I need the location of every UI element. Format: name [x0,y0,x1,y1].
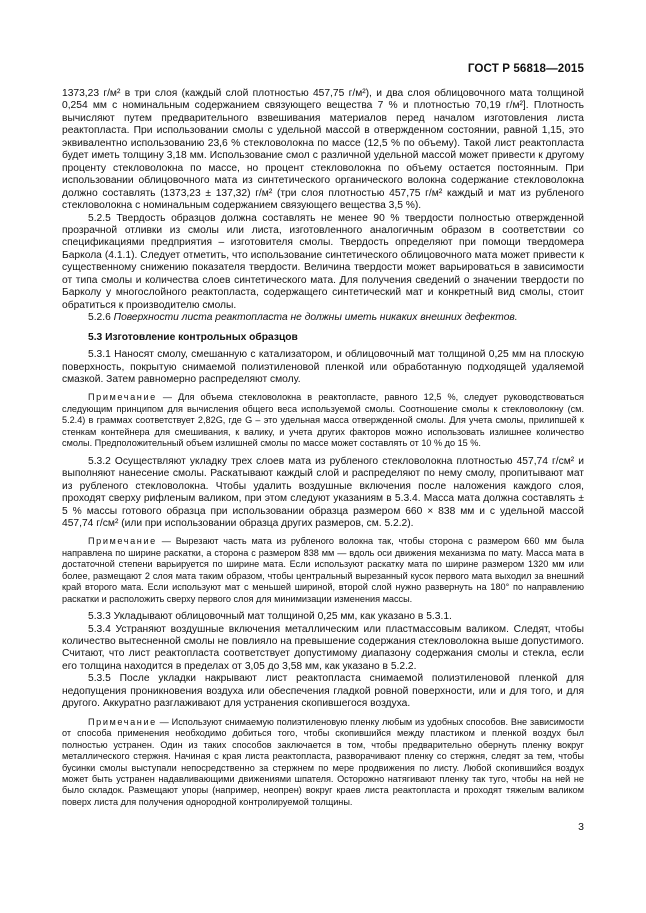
section-heading-5-3: 5.3 Изготовление контрольных образцов [88,331,298,343]
page-content [62,88,584,814]
note-3 [62,717,584,809]
clause-text-italic: Поверхности листа реактопласта не должны иметь никаких внешних дефектов. [113,312,518,324]
note-1 [62,392,584,449]
paragraph-continued: 1373,23 г/м² в три слоя (каждый слой плотностью 457,75 г/м²), и два слоя облицовочного мата толщиной 0,254 мм с номинальным содержанием связующего вещества 7 % и плотностью 70,19 г/м²]. Плотность вычисляют путем предварительного взвешивания материалов перед началом изготовления листа реактопласта. При использовании смолы с удельной массой в отвержденном состоянии, равной 1,15, это эквивалентно использованию 23,6 % стекловолокна по массе (12,5 % по объему). Такой лист реактопласта будет иметь толщину 3,18 мм. Использование смол с различной удельной массой может привести к другому проценту стекловолокна по массе, но процент стекловолокна по объему остается постоянным. При использовании облицовочного мата из синтетического органического волокна содержание стекловолокна должно составлять (1373,23 ± 137,32) г/м² (три слоя плотностью 457,75 г/м² каждый и мат из рубленого стекловолокна с номинальным содержанием связующего вещества 3,5 %). [62,88,584,212]
paragraph-5-2-6 [62,312,584,324]
paragraph-5-3-1: 5.3.1 Наносят смолу, смешанную с катализатором, и облицовочный мат толщиной 0,25 мм на плоскую поверхность, покрытую снимаемой полиэтиленовой пленкой или обработанную подходящей удаляемой смазкой. Затем равномерно распределяют смолу. [62,349,584,385]
paragraph-5-3-5: 5.3.5 После укладки накрывают лист реактопласта снимаемой полиэтиленовой пленкой для недопущения проникновения воздуха или обеспечения гладкой ровной поверхности, или и для того, и для другого. Аккуратно разглаживают для устранения скопившегося воздуха. [62,673,584,710]
paragraph-5-3-3: 5.3.3 Укладывают облицовочный мат толщиной 0,25 мм, как указано в 5.3.1. [88,611,452,623]
standard-code-header: ГОСТ Р 56818—2015 [467,62,584,75]
clause-number: 5.2.6 [88,312,111,324]
note-text: — Вырезают часть мата из рубленого волокна так, чтобы сторона с размером 660 мм была направлена по ширине раскатки, а сторона с размером 838 мм — вдоль оси движения механизма по мату. Масса мата в достаточной степени варьируется по ширине мата. Если используют раскатку мата по ширине размером 1320 мм или более, размещают 2 слоя мата таким образом, чтобы центральный вырезанный кусок первого мата выходил за внешний край второго мата. Если используют мат с меньшей шириной, второй слой нужно развернуть на 180° по направлению раскатки и расположить сверху первого слоя для минимизации изменения массы. [62,536,584,604]
note-label: Примечание [88,536,157,547]
page-number: 3 [578,821,584,833]
note-label: Примечание [88,392,157,403]
note-text: — Используют снимаемую полиэтиленовую пленку любым из удобных способов. Вне зависимости от способа применения необходимо добиться того, чтобы скопившийся между пластиком и пленкой воздух был полностью устранен. Один из таких способов заключается в том, чтобы предварительно обернуть пленку вокруг металлического стержня. Начиная с края листа реактопласта, разворачивают пленку со стержня, следят за тем, чтобы бусинки смолы выступали непосредственно за стержнем по мере продвижения по листу. Любой скопившийся воздух может быть устранен надавливающими движениями шпателя. Осторожно натягивают пленку так туго, чтобы на ней не было складок. Размещают упоры (например, неопрен) вокруг краев листа реактопласта и проходят тяжелым валиком поверх листа для получения однородной контролируемой толщины. [62,716,584,807]
note-2 [62,536,584,605]
paragraph-5-3-4: 5.3.4 Устраняют воздушные включения металлическим или пластмассовым валиком. Следят, чтобы количество вытесненной смолы не повлияло на превышение содержания стекловолокна выше допустимого. Считают, что лист реактопласта соответствует допустимому диапазону содержания смолы и стекла, если его толщина находится в пределах от 3,05 до 3,58 мм, как указано в 5.2.2. [62,623,584,672]
note-text: — Для объема стекловолокна в реактопласте, равного 12,5 %, следует руководствоваться следующим принципом для вычисления общего веса используемой смолы. Соотношение смолы к стекловолокну (см. 5.2.4) в граммах соответствует 2,82G, где G – это удельная масса отвержденной смолы. Для учета смолы, прилипшей к стенкам контейнера для смешивания, к валику, и учета других факторов можно использовать излишнее количество смолы. Предположительный объем излишней смолы по массе может составлять от 10 % до 15 %. [62,392,584,449]
paragraph-5-2-5: 5.2.5 Твердость образцов должна составлять не менее 90 % твердости полностью отвержденной прозрачной отливки из смолы или листа, изготовленного аналогичным образом в соответствии со спецификациями предприятия – изготовителя смолы. Твердость определяют при помощи твердомера Баркола (4.1.1). Следует отметить, что использование синтетического облицовочного мата может привести к существенному снижению показателя твердости. Величина твердости может варьироваться в зависимости от типа смолы и количества слоев синтетического мата. Для получения сведений о значении твердости по Барколу у многослойного реактопласта, содержащего синтетический мат и конкретный вид смолы, стоит обратиться к производителю смолы. [62,212,584,311]
paragraph-5-3-2: 5.3.2 Осуществляют укладку трех слоев мата из рубленого стекловолокна плотностью 457,74 г/см² и выполняют нанесение смолы. Раскатывают каждый слой и распределяют по нему смолу, пропитывают мат из рубленого стекловолокна. Чтобы удалить воздушные включения после наложения каждого слоя, проходят сверху рифленым валиком, при этом следуют указаниям в 5.3.4. Масса мата должна составлять ± 5 % массы готового образца при использовании образца размером 660 × 838 мм и с удельной массой 457,74 г/см² (или при использовании образца других размеров, см. 5.2.2). [62,455,584,529]
note-label: Примечание [88,716,157,727]
